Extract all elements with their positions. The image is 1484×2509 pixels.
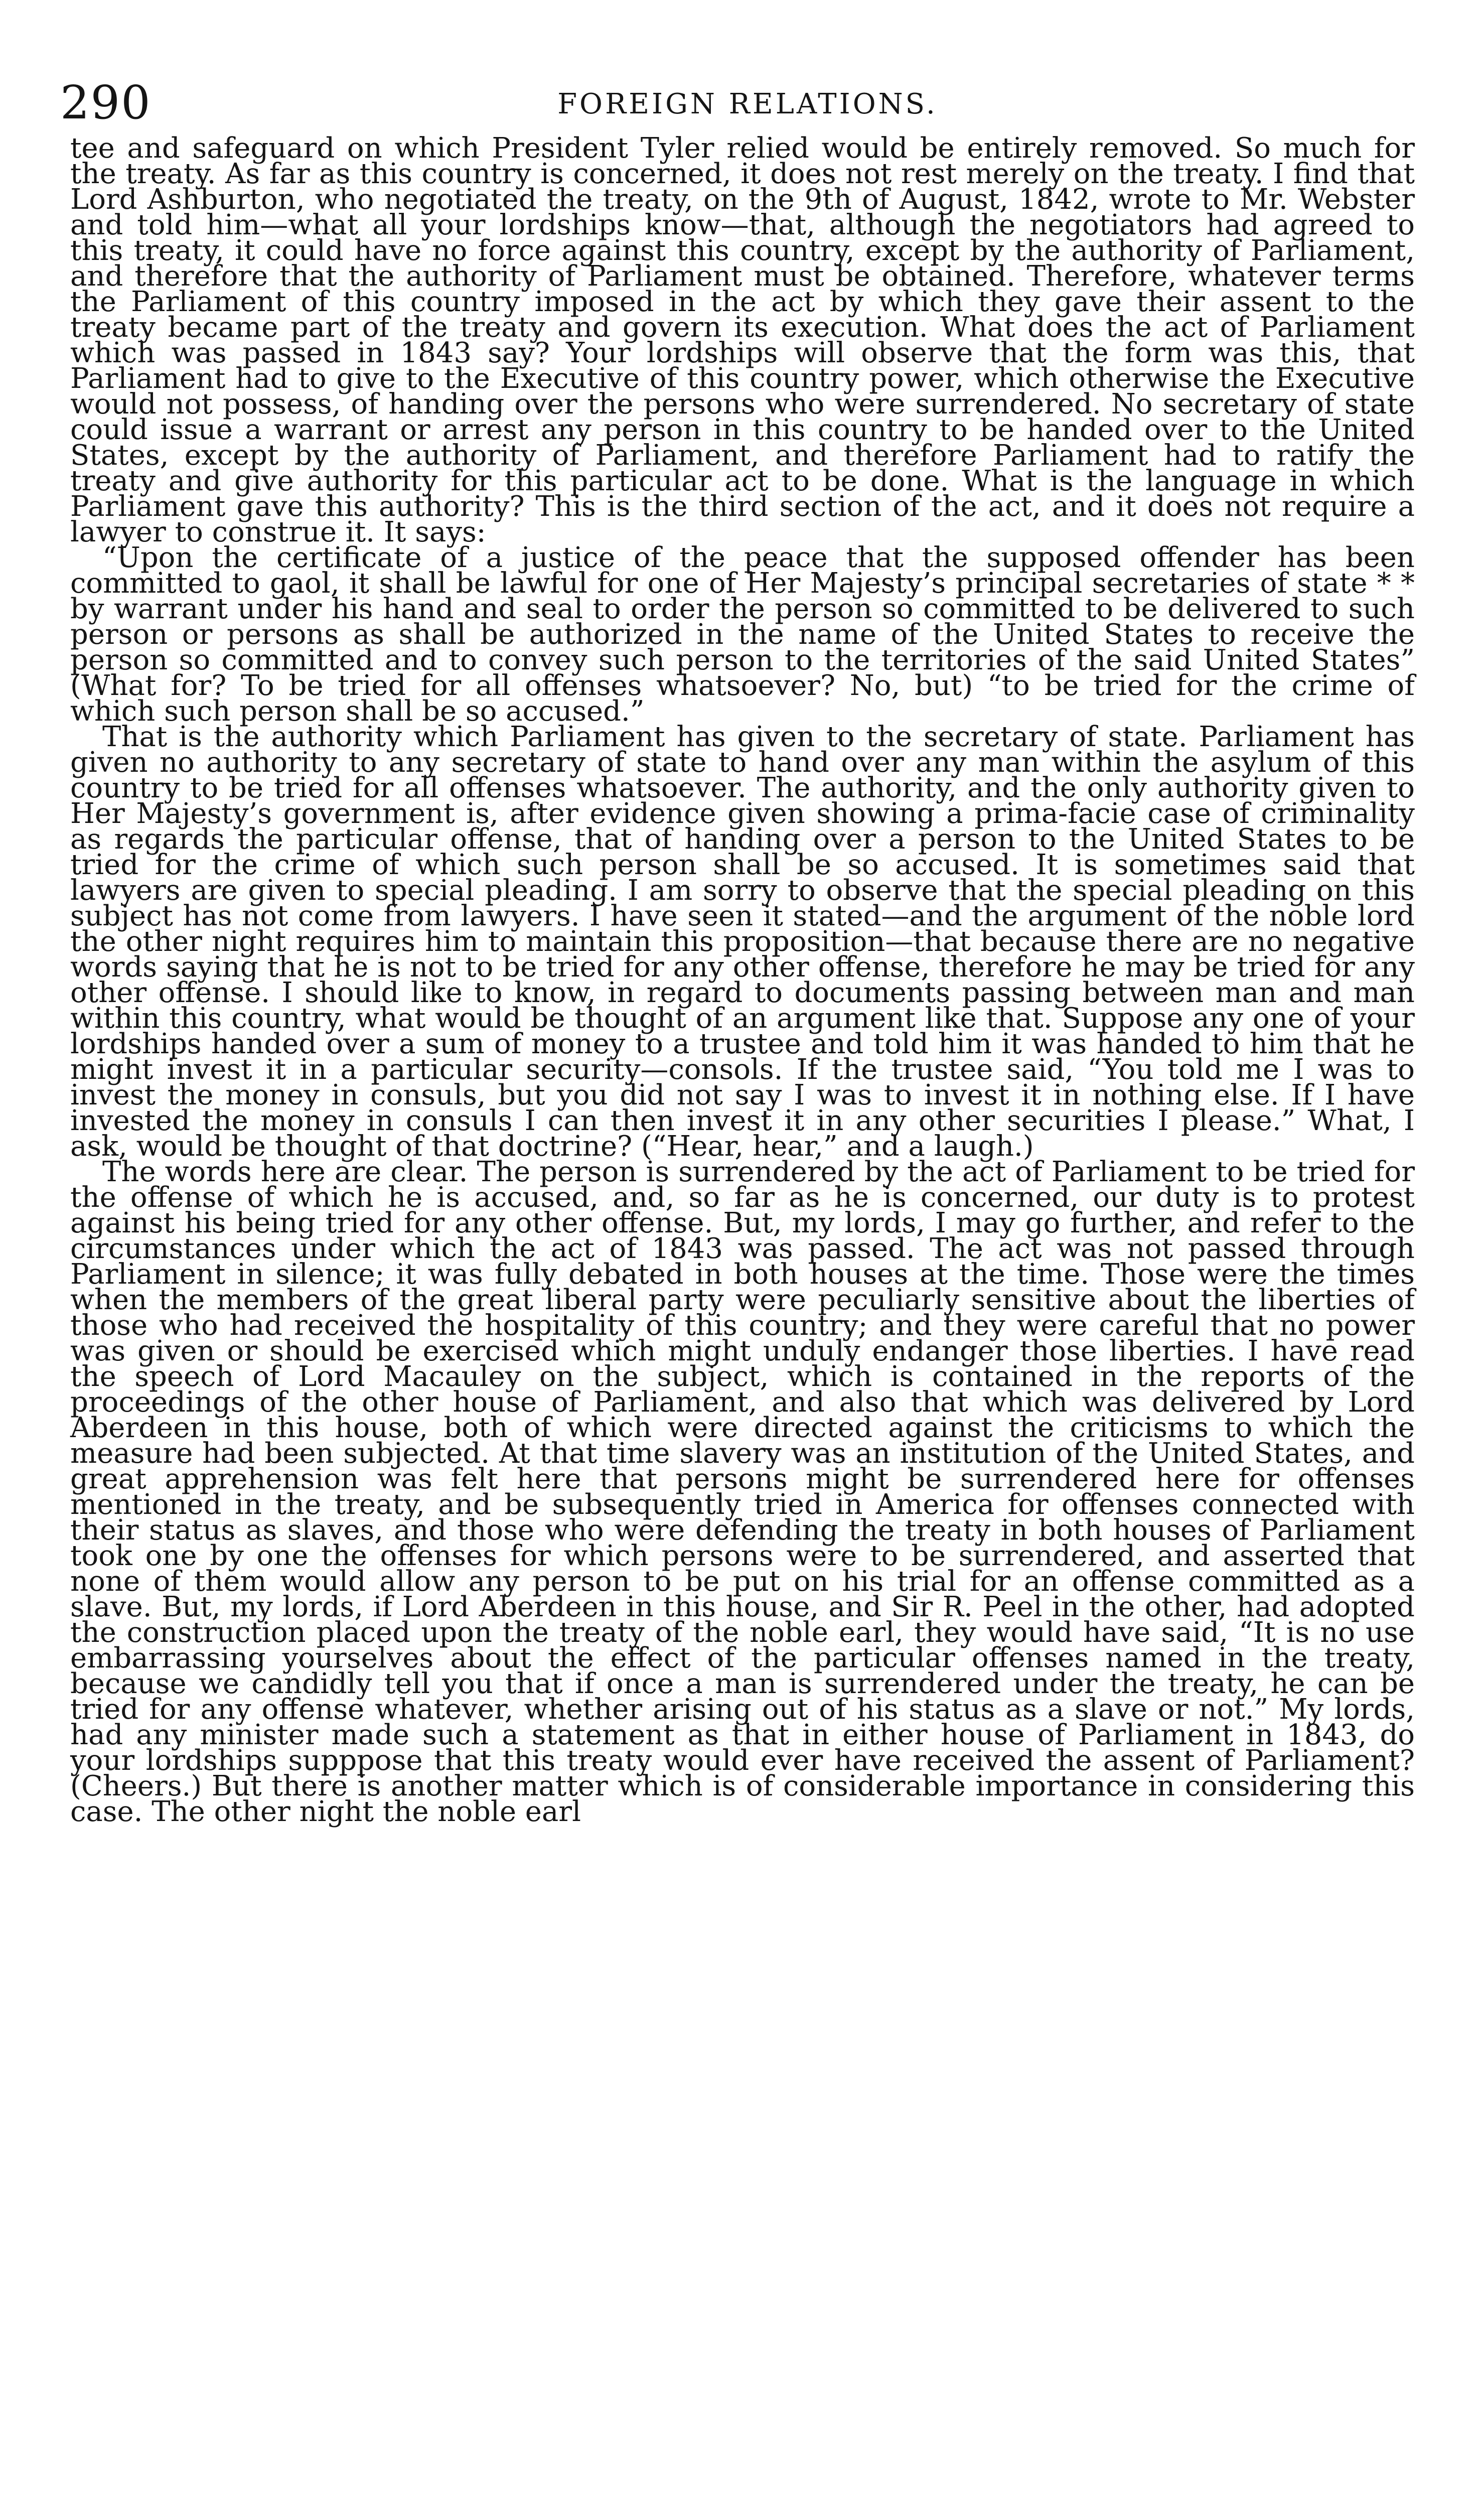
body-text	[70, 132, 1415, 2454]
running-head: FOREIGN RELATIONS.	[557, 88, 938, 120]
paragraph-continuation: tee and safeguard on which President Tyler relied would be entirely removed. So much for the treaty. As far as this country is concerned, it does not rest merely on the treaty. I find that Lord Ashburton, who negotiated the treaty, on the 9th of August, 1842, wrote to Mr. Webster and told him—what all your lordships know—that, although the negotiators had agreed to this treaty, it could have no force against this country, except by the authority of Parliament, and therefore that the authority of Parliament must be obtained. Therefore, whatever terms the Parliament of this country imposed in the act by which they gave their assent to the treaty became part of the treaty and govern its execution. What does the act of Parliament which was passed in 1843 say? Your lordships will observe that the form was this, that Parliament had to give to the Executive of this country power, which otherwise the Executive would not possess, of handing over the persons who were surrendered. No secretary of state could issue a warrant or arrest any person in this country to be handed over to the United States, except by the authority of Parliament, and therefore Parliament had to ratify the treaty and give authority for this particular act to be done. What is the language in which Parliament gave this authority? This is the third section of the act, and it does not require a lawyer to construe it. It says:	[70, 132, 1415, 548]
paragraph-quoted-statute: “Upon the certificate of a justice of the peace that the supposed offender has been committed to gaol, it shall be lawful for one of Her Majesty’s principal secretaries of state * * by warrant under his hand and seal to order the person so committed to be delivered to such person or persons as shall be authorized in the name of the United States to receive the person so committed and to convey such person to the territories of the said United States” (What for? To be tried for all offenses whatsoever? No, but) “to be tried for the crime of which such person shall be so accused.”	[70, 541, 1415, 728]
paragraph-authority: That is the authority which Parliament has given to the secretary of state. Parliament has given no authority to any secretary of state to hand over any man within the asylum of this country to be tried for all offenses whatsoever. The authority, and the only authority given to Her Majesty’s government is, after evidence given showing a prima-facie case of criminality as regards the particular offense, that of handing over a person to the United States to be tried for the crime of which such person shall be so accused. It is sometimes said that lawyers are given to special pleading. I am sorry to observe that the special pleading on this subject has not come from lawyers. I have seen it stated—and the argument of the noble lord the other night requires him to maintain this proposition—that because there are no negative words saying that he is not to be tried for any other offense, therefore he may be tried for any other offense. I should like to know, in regard to documents passing between man and man within this country, what would be thought of an argument like that. Suppose any one of your lordships handed over a sum of money to a trustee and told him it was handed to him that he might invest it in a particular security—consols. If the trustee said, “You told me I was to invest the money in consuls, but you did not say I was to invest it in nothing else. If I have invested the money in consuls I can then invest it in any other securities I please.” What, I ask, would be thought of that doctrine? (“Hear, hear,” and a laugh.)	[70, 721, 1415, 1163]
page-header	[60, 75, 1435, 130]
paragraph-words-clear: The words here are clear. The person is surrendered by the act of Parliament to be tried for the offense of which he is accused, and, so far as he is concerned, our duty is to protest against his being tried for any other offense. But, my lords, I may go further, and refer to the circumstances under which the act of 1843 was passed. The act was not passed through Parliament in silence; it was fully debated in both houses at the time. Those were the times when the members of the great liberal party were peculiarly sensitive about the liberties of those who had received the hospitality of this country; and they were careful that no power was given or should be exercised which might unduly endanger those liberties. I have read the speech of Lord Macauley on the subject, which is contained in the reports of the proceedings of the other house of Parliament, and also that which was delivered by Lord Aberdeen in this house, both of which were directed against the criticisms to which the measure had been subjected. At that time slavery was an institution of the United States, and great apprehension was felt here that persons might be surrendered here for offenses mentioned in the treaty, and be subsequently tried in America for offenses connected with their status as slaves, and those who were defending the treaty in both houses of Parliament took one by one the offenses for which persons were to be surrendered, and asserted that none of them would allow any person to be put on his trial for an offense committed as a slave. But, my lords, if Lord Aberdeen in this house, and Sir R. Peel in the other, had adopted the construction placed upon the treaty of the noble earl, they would have said, “It is no use embarrassing yourselves about the effect of the particular offenses named in the treaty, because we candidly tell you that if once a man is surrendered under the treaty, he can be tried for any offense whatever, whether arising out of his status as a slave or not.” My lords, had any minister made such a statement as that in either house of Parliament in 1843, do your lordships supppose that this treaty would ever have received the assent of Parliament? (Cheers.) But there is another matter which is of considerable importance in considering this case. The other night the noble earl	[70, 1156, 1415, 1828]
page-number: 290	[60, 76, 152, 129]
